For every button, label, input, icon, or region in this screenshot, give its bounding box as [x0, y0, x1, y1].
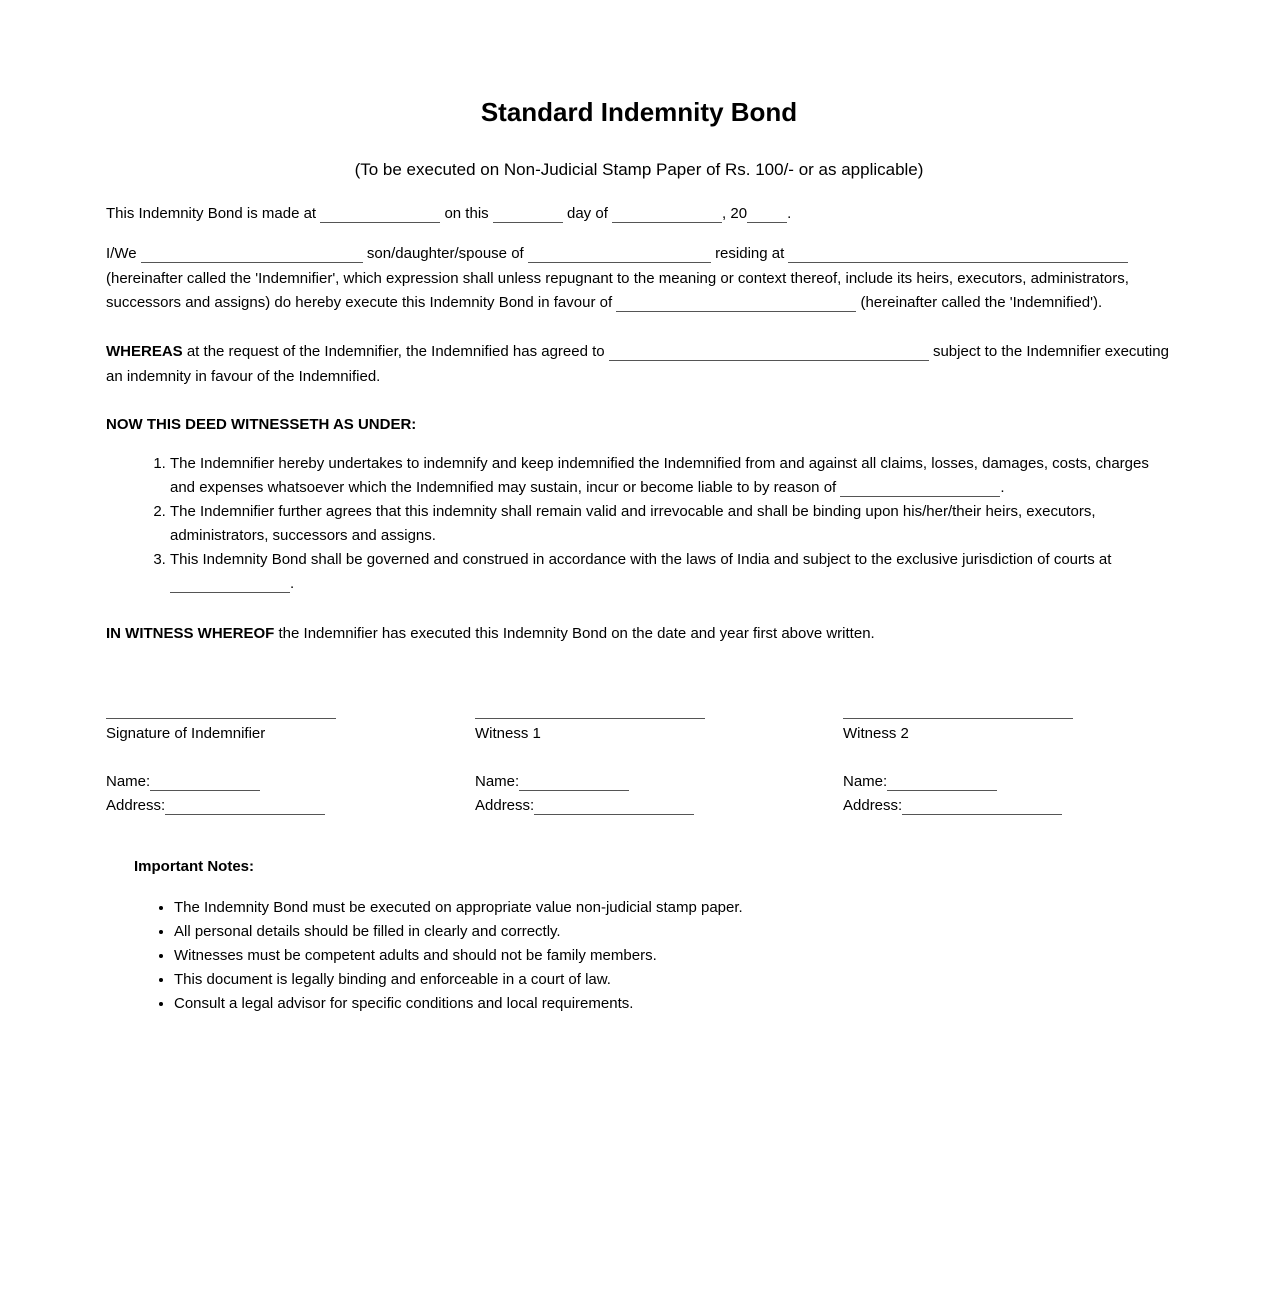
iwe-label: I/We	[106, 245, 137, 262]
year-prefix: , 20	[722, 205, 748, 222]
witness2-name-field[interactable]	[887, 773, 997, 791]
document-subtitle: (To be executed on Non-Judicial Stamp Paper of Rs. 100/- or as applicable)	[354, 160, 924, 179]
note-item: • This document is legally binding and enforceable in a court of law.	[174, 968, 974, 992]
whereas-paragraph	[106, 340, 1176, 389]
clause-3-text: This Indemnity Bond shall be governed and construed in accordance with the laws of India and subject to the exclusive jurisdiction of courts at	[170, 551, 1112, 568]
witness2-address-field[interactable]	[902, 797, 1062, 815]
clause-1-text: The Indemnifier hereby undertakes to indemnify and keep indemnified the Indemnified from and against all claims, losses, damages, costs, charges and expenses whatsoever which the Indemnified may sustain, incur or become liable to by reason of	[170, 455, 1149, 496]
indemnifier-signature-block	[106, 702, 366, 818]
whereas-text-before: at the request of the Indemnifier, the Indemnified has agreed to	[186, 343, 605, 360]
year-blank[interactable]	[747, 205, 787, 223]
notes-title: Important Notes:	[134, 858, 254, 875]
document-title: Standard Indemnity Bond	[480, 97, 798, 127]
witness-paragraph	[106, 622, 1176, 647]
witness2-signature-line[interactable]	[843, 702, 1073, 719]
clause-item	[170, 548, 1170, 596]
whereas-text-after: subject to the Indemnifier executing an indemnity in favour of the Indemnified.	[106, 343, 1169, 385]
clause-item	[170, 500, 1170, 548]
witness1-name-row	[475, 770, 735, 794]
hereinafter-text: (hereinafter called the 'Indemnifier', which expression shall unless repugnant to the meaning or context thereof, include its heirs, executors, administrators, successors and assigns) do hereby execute this Indemnity Bond in favour of	[106, 269, 1129, 311]
day-blank[interactable]	[493, 205, 563, 223]
note-item: • Consult a legal advisor for specific conditions and local requirements.	[174, 992, 974, 1016]
witness1-address-field[interactable]	[534, 797, 694, 815]
witness2-address-row	[843, 794, 1103, 818]
place-blank[interactable]	[320, 205, 440, 223]
clause-1-period: .	[1000, 479, 1005, 496]
relation-label: son/daughter/spouse of	[366, 245, 524, 262]
parties-paragraph	[106, 242, 1176, 316]
deed-heading	[106, 413, 1176, 438]
note-item: • The Indemnity Bond must be executed on appropriate value non-judicial stamp paper.	[174, 896, 974, 920]
clauses-list	[170, 452, 1170, 596]
clause-item	[170, 452, 1170, 500]
intro-line	[106, 202, 1176, 227]
whereas-label: WHEREAS	[106, 343, 183, 360]
note-item: • Witnesses must be competent adults and should not be family members.	[174, 944, 974, 968]
witness1-address-row	[475, 794, 735, 818]
indemnifier-address-row	[106, 794, 366, 818]
witness2-label: Witness 2	[843, 725, 909, 742]
address-label: Address:	[475, 797, 535, 814]
residing-label: residing at	[715, 245, 785, 262]
name-label: Name:	[843, 773, 888, 790]
witness-text: the Indemnifier has executed this Indemnity Bond on the date and year first above written.	[278, 625, 875, 642]
notes-list	[174, 896, 974, 1016]
indemnified-name-blank[interactable]	[616, 294, 856, 312]
clause-3-period: .	[290, 575, 295, 592]
made-at-label: This Indemnity Bond is made at	[106, 205, 317, 222]
indemnifier-name-blank[interactable]	[141, 245, 363, 263]
intro-period: .	[787, 205, 792, 222]
witness1-name-field[interactable]	[519, 773, 629, 791]
month-blank[interactable]	[612, 205, 722, 223]
clause-2-text: The Indemnifier further agrees that this indemnity shall remain valid and irrevocable and shall be binding upon his/her/their heirs, executors, administrators, successors and assigns.	[170, 503, 1096, 544]
indemnifier-name-field[interactable]	[150, 773, 260, 791]
witness2-signature-block	[843, 702, 1103, 818]
witness-label: IN WITNESS WHEREOF	[106, 625, 275, 642]
indemnifier-address-field[interactable]	[165, 797, 325, 815]
witness2-name-row	[843, 770, 1103, 794]
indemnifier-name-row	[106, 770, 366, 794]
address-label: Address:	[106, 797, 166, 814]
address-label: Address:	[843, 797, 903, 814]
name-label: Name:	[106, 773, 151, 790]
indemnified-text: (hereinafter called the 'Indemnified').	[860, 294, 1103, 311]
relation-name-blank[interactable]	[528, 245, 711, 263]
address-blank[interactable]	[788, 245, 1128, 263]
note-item: • All personal details should be filled in clearly and correctly.	[174, 920, 974, 944]
on-this-label: on this	[444, 205, 489, 222]
whereas-blank[interactable]	[609, 343, 929, 361]
witness1-signature-block	[475, 702, 735, 818]
witness1-label: Witness 1	[475, 725, 541, 742]
indemnifier-signature-line[interactable]	[106, 702, 336, 719]
clause-1-blank[interactable]	[840, 479, 1000, 497]
witness1-signature-line[interactable]	[475, 702, 705, 719]
day-of-label: day of	[567, 205, 608, 222]
deed-heading-text: NOW THIS DEED WITNESSETH AS UNDER:	[106, 416, 417, 433]
jurisdiction-blank[interactable]	[170, 575, 290, 593]
name-label: Name:	[475, 773, 520, 790]
indemnifier-signature-label: Signature of Indemnifier	[106, 725, 266, 742]
